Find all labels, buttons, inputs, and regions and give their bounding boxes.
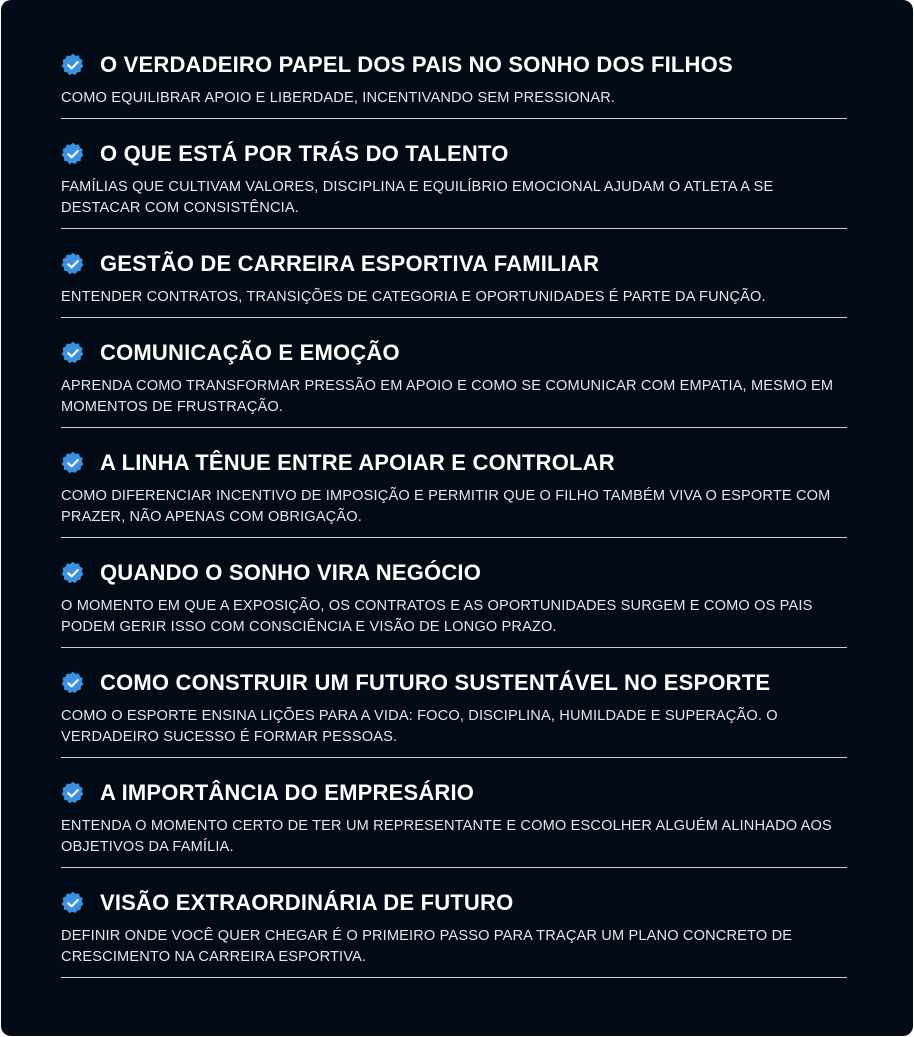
topic-title: O VERDADEIRO PAPEL DOS PAIS NO SONHO DOS FILHOS [100,52,733,77]
topic-heading [61,668,847,698]
topic-description: FAMÍLIAS QUE CULTIVAM VALORES, DISCIPLINA E EQUILÍBRIO EMOCIONAL AJUDAM O ATLETA A SE DESTACAR COM CONSISTÊNCIA. [61,179,774,216]
topic-heading [61,139,847,169]
topic-description: O MOMENTO EM QUE A EXPOSIÇÃO, OS CONTRATOS E AS OPORTUNIDADES SURGEM E COMO OS PAIS PODEM GERIR ISSO COM CONSCIÊNCIA E VISÃO DE LONGO PRAZO. [61,598,813,635]
verified-check-badge-icon [61,252,85,276]
topic-title: VISÃO EXTRAORDINÁRIA DE FUTURO [100,890,514,915]
topics-card [1,0,913,1036]
verified-check-badge-icon [61,142,85,166]
topic-description: APRENDA COMO TRANSFORMAR PRESSÃO EM APOIO E COMO SE COMUNICAR COM EMPATIA, MESMO EM MOMENTOS DE FRUSTRAÇÃO. [61,378,834,415]
topic-title: A LINHA TÊNUE ENTRE APOIAR E CONTROLAR [100,450,615,475]
topic-title: COMUNICAÇÃO E EMOÇÃO [100,340,400,365]
topic-heading [61,50,847,80]
topic-heading [61,778,847,808]
topic-title: O QUE ESTÁ POR TRÁS DO TALENTO [100,141,509,166]
topic-title: COMO CONSTRUIR UM FUTURO SUSTENTÁVEL NO ESPORTE [100,670,771,695]
verified-check-badge-icon [61,53,85,77]
topic-item [61,448,847,538]
topic-title: A IMPORTÂNCIA DO EMPRESÁRIO [100,780,475,805]
topic-heading [61,888,847,918]
verified-check-badge-icon [61,451,85,475]
topic-description: COMO EQUILIBRAR APOIO E LIBERDADE, INCENTIVANDO SEM PRESSIONAR. [61,90,616,106]
verified-check-badge-icon [61,561,85,585]
topic-item [61,778,847,868]
topic-item [61,50,847,119]
topic-title: GESTÃO DE CARREIRA ESPORTIVA FAMILIAR [100,251,600,276]
verified-check-badge-icon [61,341,85,365]
topic-description: ENTENDER CONTRATOS, TRANSIÇÕES DE CATEGORIA E OPORTUNIDADES É PARTE DA FUNÇÃO. [61,289,766,305]
verified-check-badge-icon [61,671,85,695]
topic-heading [61,338,847,368]
topic-item [61,249,847,318]
verified-check-badge-icon [61,891,85,915]
topic-item [61,338,847,428]
topic-item [61,558,847,648]
topic-item [61,668,847,758]
topic-description: DEFINIR ONDE VOCÊ QUER CHEGAR É O PRIMEIRO PASSO PARA TRAÇAR UM PLANO CONCRETO DE CRESCIMENTO NA CARREIRA ESPORTIVA. [61,928,793,965]
topic-item [61,139,847,229]
topic-title: QUANDO O SONHO VIRA NEGÓCIO [100,560,482,585]
topic-description: COMO O ESPORTE ENSINA LIÇÕES PARA A VIDA: FOCO, DISCIPLINA, HUMILDADE E SUPERAÇÃO. O VERDADEIRO SUCESSO É FORMAR PESSOAS. [61,708,778,745]
topic-description: COMO DIFERENCIAR INCENTIVO DE IMPOSIÇÃO E PERMITIR QUE O FILHO TAMBÉM VIVA O ESPORTE COM PRAZER, NÃO APENAS COM OBRIGAÇÃO. [61,488,831,525]
topic-heading [61,558,847,588]
topic-heading [61,448,847,478]
topic-description: ENTENDA O MOMENTO CERTO DE TER UM REPRESENTANTE E COMO ESCOLHER ALGUÉM ALINHADO AOS OBJETIVOS DA FAMÍLIA. [61,818,832,855]
topic-item [61,888,847,978]
verified-check-badge-icon [61,781,85,805]
topic-heading [61,249,847,279]
